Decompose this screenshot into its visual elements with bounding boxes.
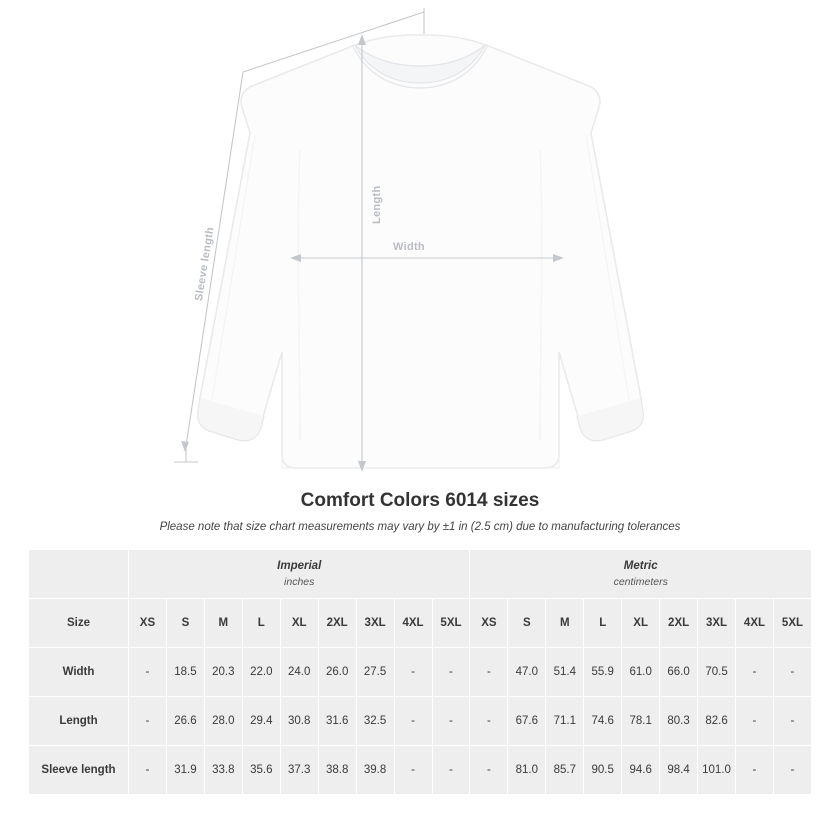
cell-length-imperial-m: 28.0 bbox=[204, 697, 242, 746]
imperial-unit-sub: inches bbox=[284, 576, 315, 589]
cell-sleeve-imperial-l: 35.6 bbox=[242, 746, 280, 795]
cell-width-imperial-xs: - bbox=[129, 648, 167, 697]
size-col-metric-xs: XS bbox=[470, 599, 508, 648]
size-col-metric-m: M bbox=[546, 599, 584, 648]
cell-width-imperial-xl: 24.0 bbox=[280, 648, 318, 697]
cell-sleeve-metric-xs: - bbox=[470, 746, 508, 795]
cell-sleeve-metric-5xl: - bbox=[773, 746, 811, 795]
cell-sleeve-imperial-xs: - bbox=[129, 746, 167, 795]
cell-length-metric-l: 74.6 bbox=[584, 697, 622, 746]
length-dimension-label: Length bbox=[371, 185, 383, 224]
cell-sleeve-imperial-4xl: - bbox=[394, 746, 432, 795]
cell-sleeve-imperial-2xl: 38.8 bbox=[318, 746, 356, 795]
cell-width-metric-s: 47.0 bbox=[508, 648, 546, 697]
cell-sleeve-metric-3xl: 101.0 bbox=[698, 746, 736, 795]
size-col-imperial-2xl: 2XL bbox=[318, 599, 356, 648]
cell-width-imperial-l: 22.0 bbox=[242, 648, 280, 697]
cell-length-imperial-l: 29.4 bbox=[242, 697, 280, 746]
cell-length-metric-xs: - bbox=[470, 697, 508, 746]
cell-width-metric-5xl: - bbox=[773, 648, 811, 697]
row-label-sleeve-length: Sleeve length bbox=[29, 746, 129, 795]
cell-length-metric-5xl: - bbox=[773, 697, 811, 746]
cell-length-metric-3xl: 82.6 bbox=[698, 697, 736, 746]
metric-unit-sub: centimeters bbox=[613, 576, 668, 589]
size-col-imperial-l: L bbox=[242, 599, 280, 648]
cell-width-imperial-s: 18.5 bbox=[166, 648, 204, 697]
size-col-imperial-3xl: 3XL bbox=[356, 599, 394, 648]
size-col-imperial-xs: XS bbox=[129, 599, 167, 648]
cell-width-imperial-3xl: 27.5 bbox=[356, 648, 394, 697]
cell-length-imperial-4xl: - bbox=[394, 697, 432, 746]
size-chart-table bbox=[28, 549, 812, 795]
cell-width-metric-xl: 61.0 bbox=[622, 648, 660, 697]
table-row bbox=[29, 697, 812, 746]
imperial-unit-name: Imperial bbox=[277, 559, 322, 572]
cell-sleeve-imperial-m: 33.8 bbox=[204, 746, 242, 795]
cell-length-imperial-3xl: 32.5 bbox=[356, 697, 394, 746]
cell-sleeve-metric-4xl: - bbox=[736, 746, 774, 795]
cell-length-imperial-xl: 30.8 bbox=[280, 697, 318, 746]
row-label-width: Width bbox=[29, 648, 129, 697]
cell-width-metric-xs: - bbox=[470, 648, 508, 697]
size-chart-table-wrapper bbox=[28, 549, 812, 795]
size-col-metric-3xl: 3XL bbox=[698, 599, 736, 648]
unit-corner-cell bbox=[29, 550, 129, 599]
size-col-metric-5xl: 5XL bbox=[773, 599, 811, 648]
cell-width-metric-m: 51.4 bbox=[546, 648, 584, 697]
row-label-length: Length bbox=[29, 697, 129, 746]
size-header-row bbox=[29, 599, 812, 648]
cell-width-metric-3xl: 70.5 bbox=[698, 648, 736, 697]
cell-sleeve-metric-l: 90.5 bbox=[584, 746, 622, 795]
size-col-metric-4xl: 4XL bbox=[736, 599, 774, 648]
unit-header-row bbox=[29, 550, 812, 599]
cell-width-metric-2xl: 66.0 bbox=[660, 648, 698, 697]
cell-length-imperial-xs: - bbox=[129, 697, 167, 746]
cell-length-metric-s: 67.6 bbox=[508, 697, 546, 746]
cell-length-metric-m: 71.1 bbox=[546, 697, 584, 746]
cell-width-metric-4xl: - bbox=[736, 648, 774, 697]
size-col-metric-l: L bbox=[584, 599, 622, 648]
sleeve-length-dimension-label: Sleeve length bbox=[193, 226, 217, 302]
cell-sleeve-imperial-5xl: - bbox=[432, 746, 470, 795]
cell-width-imperial-4xl: - bbox=[394, 648, 432, 697]
cell-width-imperial-5xl: - bbox=[432, 648, 470, 697]
table-row bbox=[29, 648, 812, 697]
cell-width-metric-l: 55.9 bbox=[584, 648, 622, 697]
imperial-unit-header bbox=[129, 550, 470, 599]
size-col-metric-xl: XL bbox=[622, 599, 660, 648]
size-col-metric-s: S bbox=[508, 599, 546, 648]
size-col-imperial-xl: XL bbox=[280, 599, 318, 648]
cell-sleeve-imperial-3xl: 39.8 bbox=[356, 746, 394, 795]
cell-sleeve-imperial-s: 31.9 bbox=[166, 746, 204, 795]
table-row bbox=[29, 746, 812, 795]
cell-sleeve-metric-2xl: 98.4 bbox=[660, 746, 698, 795]
cell-sleeve-metric-xl: 94.6 bbox=[622, 746, 660, 795]
cell-sleeve-metric-s: 81.0 bbox=[508, 746, 546, 795]
tolerance-note: Please note that size chart measurements may vary by ±1 in (2.5 cm) due to manufacturing tolerances bbox=[159, 521, 681, 533]
metric-unit-name: Metric bbox=[623, 559, 658, 572]
width-dimension-label: Width bbox=[393, 241, 425, 253]
cell-sleeve-metric-m: 85.7 bbox=[546, 746, 584, 795]
size-col-imperial-s: S bbox=[166, 599, 204, 648]
size-col-metric-2xl: 2XL bbox=[660, 599, 698, 648]
metric-unit-header bbox=[470, 550, 812, 599]
cell-width-imperial-2xl: 26.0 bbox=[318, 648, 356, 697]
cell-length-metric-2xl: 80.3 bbox=[660, 697, 698, 746]
cell-length-imperial-5xl: - bbox=[432, 697, 470, 746]
size-col-imperial-5xl: 5XL bbox=[432, 599, 470, 648]
size-header-cell: Size bbox=[29, 599, 129, 648]
cell-length-imperial-2xl: 31.6 bbox=[318, 697, 356, 746]
cell-length-metric-4xl: - bbox=[736, 697, 774, 746]
size-col-imperial-4xl: 4XL bbox=[394, 599, 432, 648]
size-col-imperial-m: M bbox=[204, 599, 242, 648]
page-title: Comfort Colors 6014 sizes bbox=[300, 490, 540, 511]
cell-length-imperial-s: 26.6 bbox=[166, 697, 204, 746]
cell-sleeve-imperial-xl: 37.3 bbox=[280, 746, 318, 795]
cell-length-metric-xl: 78.1 bbox=[622, 697, 660, 746]
cell-width-imperial-m: 20.3 bbox=[204, 648, 242, 697]
